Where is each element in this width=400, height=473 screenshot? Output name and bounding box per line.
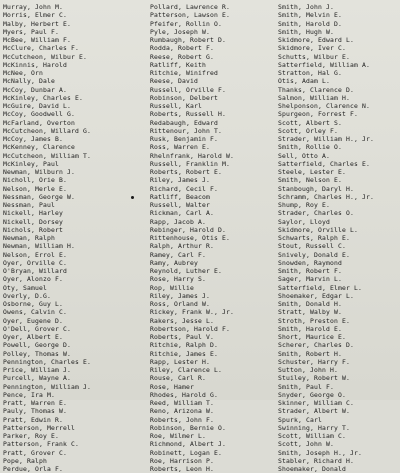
- roster-name-entry: Stuiley, Robert W.: [278, 374, 350, 383]
- roster-name-entry: McBee, William F.: [3, 36, 71, 44]
- roster-name-entry: Scott, John W.: [278, 440, 334, 449]
- roster-name-entry: Short, Maurice E.: [278, 333, 346, 341]
- roster-name-entry: Nessman, Paul: [3, 201, 55, 209]
- roster-name-entry: Roberts, Leon H.: [150, 465, 214, 473]
- roster-name-entry: Snowden, Raymond: [278, 258, 342, 267]
- roster-name-entry: McNee, Orn: [3, 69, 43, 77]
- roster-name-entry: Robinson, Delbert: [150, 93, 218, 102]
- roster-name-entry: Patterson, Lawson E.: [150, 11, 230, 20]
- roster-name-entry: Salmon, William H.: [278, 93, 350, 102]
- roster-name-entry: Stroth, Preston E.: [278, 316, 350, 325]
- roster-name-entry: McCoy, Goodwell G.: [3, 110, 75, 119]
- roster-name-entry: Strader, Albert W.: [278, 407, 350, 416]
- roster-name-entry: Oyer, Eugene D.: [3, 316, 63, 325]
- roster-name-entry: Smith, Joseph H., Jr.: [278, 448, 362, 457]
- roster-name-entry: Myers, Paul F.: [3, 27, 59, 36]
- roster-name-entry: Nickell, Harley: [3, 209, 63, 218]
- roster-name-entry: Smith, John J.: [278, 3, 334, 11]
- roster-name-entry: Ross, Orland W.: [150, 300, 210, 308]
- roster-name-entry: Smith, Paul F.: [278, 382, 334, 391]
- roster-name-entry: Smith, Rollie O.: [278, 143, 342, 152]
- roster-name-entry: Pratt, Edwin R.: [3, 415, 63, 424]
- roster-name-entry: Perdue, Orla F.: [3, 465, 63, 473]
- roster-name-entry: Russell, Walter: [150, 201, 210, 209]
- roster-name-entry: Robertson, Harold F.: [150, 324, 230, 333]
- roster-name-entry: Skidmore, Edward L.: [278, 36, 354, 44]
- roster-name-entry: Oyer, Alonzo F.: [3, 275, 63, 284]
- roster-name-entry: Parker, Roy E.: [3, 432, 59, 440]
- name-column-1: [3, 3, 128, 473]
- roster-name-entry: Newman, Ralph: [3, 234, 55, 242]
- roster-name-entry: Morris, Elmer C.: [3, 11, 67, 20]
- roster-name-entry: Nessman, George W.: [3, 192, 75, 201]
- roster-name-entry: Steele, Lester E.: [278, 168, 346, 176]
- roster-name-entry: Ritchie, James E.: [150, 349, 218, 358]
- roster-name-entry: Overly, D.G.: [3, 291, 51, 300]
- roster-name-entry: Nelson, Merle E.: [3, 184, 67, 193]
- roster-name-entry: Rhodes, Harold G.: [150, 390, 218, 399]
- roster-name-entry: Patterson, Frank C.: [3, 440, 79, 449]
- roster-name-entry: Ratliff, Keith: [150, 60, 206, 69]
- roster-name-entry: Osborne, Guy L.: [3, 300, 63, 308]
- roster-name-entry: McCutcheon, Wilbur E.: [3, 52, 87, 61]
- roster-name-entry: Russell, Karl: [150, 102, 202, 110]
- roster-name-entry: Pennington, Charles E.: [3, 357, 91, 366]
- roster-name-entry: Spurk, Carl: [278, 415, 322, 424]
- roster-name-entry: Strader, William H., Jr.: [278, 135, 374, 143]
- roster-name-entry: Pfeifer, Rollin O.: [150, 19, 222, 28]
- roster-name-entry: Ratliff, Beacom: [150, 192, 210, 201]
- roster-name-entry: Robinett, Logan E.: [150, 448, 222, 457]
- roster-name-entry: Snively, Donald E.: [278, 250, 350, 259]
- roster-name-entry: Polley, Thomas W.: [3, 349, 71, 358]
- roster-name-entry: Roberts, Russell H.: [150, 110, 226, 119]
- roster-name-entry: Rickman, Carl A.: [150, 209, 214, 218]
- roster-name-entry: Rhelnfrank, Harold W.: [150, 151, 234, 160]
- roster-name-entry: Schutts, Wilbur E.: [278, 52, 350, 61]
- roster-name-entry: Skidmore, Orville L.: [278, 225, 358, 234]
- roster-name-entry: McKinley, Paul: [3, 159, 59, 168]
- roster-name-entry: Powell, George D.: [3, 341, 71, 350]
- roster-name-entry: Schuster, Harry F.: [278, 357, 350, 366]
- roster-name-entry: Rusk, Benjamin F.: [150, 135, 218, 143]
- roster-name-entry: Stratt, Walby W.: [278, 308, 342, 317]
- roster-name-entry: Shump, Roy E.: [278, 201, 330, 209]
- roster-name-entry: Stout, Russell C.: [278, 242, 346, 251]
- roster-name-entry: Patterson, Merrell: [3, 423, 75, 432]
- roster-name-entry: Smith, Harold E.: [278, 324, 342, 333]
- roster-name-entry: Murray, John M.: [3, 3, 63, 11]
- roster-name-entry: Riley, James J.: [150, 176, 210, 185]
- roster-name-entry: Sutton, John H.: [278, 366, 338, 374]
- roster-name-entry: Reese, Robert G.: [150, 52, 214, 61]
- roster-name-entry: Pennington, William J.: [3, 382, 91, 391]
- roster-name-entry: Shoemaker, Edgar L.: [278, 291, 354, 300]
- name-column-2: [150, 3, 275, 473]
- roster-name-entry: Purcell, Wayne A.: [3, 374, 71, 383]
- roster-name-entry: Richmond, Albert J.: [150, 440, 226, 449]
- roster-name-entry: McCoy, Dunbar A.: [3, 85, 67, 94]
- roster-name-entry: Nichols, Robert: [3, 225, 63, 234]
- roster-name-entry: Rebinger, Harold D.: [150, 225, 226, 234]
- roster-name-entry: McKinnis, Harold: [3, 60, 67, 69]
- roster-name-entry: Nelson, Errol E.: [3, 250, 67, 259]
- roster-name-entry: Spurgeon, Forrest F.: [278, 110, 358, 119]
- roster-name-entry: McNally, Dale: [3, 77, 55, 86]
- roster-name-entry: Oty, Samuel: [3, 283, 47, 292]
- roster-name-entry: McKenney, Clarence: [3, 143, 75, 152]
- roster-name-entry: Russell, Orville F.: [150, 85, 226, 94]
- roster-name-entry: O'Bryan, Willard: [3, 267, 67, 275]
- roster-name-entry: Shoemaker, Donald: [278, 465, 346, 473]
- roster-name-entry: Otis, Adam L.: [278, 77, 330, 86]
- roster-name-entry: Stratton, Hal G.: [278, 69, 342, 77]
- roster-name-entry: Swinning, Harry T.: [278, 423, 350, 432]
- roster-name-entry: McFarland, Overton: [3, 118, 75, 127]
- roster-name-entry: Scott, Orley F.: [278, 126, 338, 135]
- roster-name-entry: Rapp, Jacob A.: [150, 217, 206, 226]
- roster-name-entry: Schwarts, Ralph E.: [278, 234, 350, 242]
- roster-name-entry: Smith, Nelson E.: [278, 176, 342, 185]
- roster-name-entry: Skidmore, Iver C.: [278, 44, 346, 53]
- roster-name-entry: Pauly, Thomas W.: [3, 407, 67, 416]
- roster-name-entry: Riley, Clarence L.: [150, 366, 222, 374]
- roster-name-entry: Rakers, Jesse L.: [150, 316, 214, 325]
- roster-name-entry: Smith, Robert F.: [278, 267, 342, 275]
- roster-name-entry: Ritchie, Winifred: [150, 69, 218, 77]
- roster-name-entry: Thanks, Clarence D.: [278, 85, 354, 94]
- roster-name-entry: Scott, William C.: [278, 432, 346, 440]
- roster-name-entry: Stabler, Richard H.: [278, 456, 354, 465]
- roster-name-entry: Ramy, Aubrey: [150, 258, 198, 267]
- roster-name-entry: Saylor, Lloyd: [278, 217, 330, 226]
- roster-name-entry: McCutcheon, Willard G.: [3, 126, 91, 135]
- roster-name-entry: Rose, Harry S.: [150, 275, 206, 284]
- roster-name-entry: Pyle, Joseph W.: [150, 27, 210, 36]
- roster-name-entry: Ritchie, Ralph D.: [150, 341, 218, 350]
- roster-name-entry: Rodda, Robert F.: [150, 44, 214, 53]
- roster-name-entry: O'Dell, Grover C.: [3, 324, 71, 333]
- roster-name-entry: Robinson, Bernie O.: [150, 423, 226, 432]
- roster-name-entry: McCutcheon, William T.: [3, 151, 91, 160]
- roster-name-entry: Sell, Otto A.: [278, 151, 330, 160]
- roster-name-entry: Rop, Willie: [150, 283, 194, 292]
- roster-name-entry: McKinley, Charles E.: [3, 93, 83, 102]
- roster-name-entry: Satterfield, Charles E.: [278, 159, 370, 168]
- roster-name-entry: Scherer, Charles D.: [278, 341, 354, 350]
- roster-name-entry: Riley, James J.: [150, 291, 210, 300]
- roster-name-entry: Schramm, Charles H., Jr.: [278, 192, 374, 201]
- roster-name-entry: Reed, William T.: [150, 399, 214, 407]
- roster-name-entry: Smith, Donald H.: [278, 300, 342, 308]
- roster-name-entry: McGuire, David L.: [3, 102, 71, 110]
- roster-name-entry: Rittenour, John T.: [150, 126, 222, 135]
- roster-name-entry: Scott, Albert S.: [278, 118, 342, 127]
- roster-name-entry: Snyder, George O.: [278, 390, 346, 399]
- roster-name-entry: Price, William J.: [3, 366, 71, 374]
- roster-name-entry: Pope, Ralph: [3, 456, 47, 465]
- roster-name-entry: Ralph, Arthur R.: [150, 242, 214, 251]
- roster-name-entry: McCoy, James B.: [3, 135, 63, 143]
- roster-name-entry: Rickey, Frank W., Jr.: [150, 308, 234, 317]
- roster-name-entry: Russell, Franklin M.: [150, 159, 230, 168]
- roster-name-entry: Richard, Cecil F.: [150, 184, 218, 193]
- roster-name-entry: Roberts, John F.: [150, 415, 214, 424]
- roster-name-entry: Nicholl, Orie B.: [3, 176, 67, 185]
- roster-name-entry: Strader, Charles O.: [278, 209, 354, 218]
- roster-name-entry: Pence, Ira M.: [3, 390, 55, 399]
- roster-name-entry: Ross, Warren E.: [150, 143, 210, 152]
- roster-name-entry: Oyer, Orville C.: [3, 258, 67, 267]
- roster-name-entry: Reese, David: [150, 77, 198, 86]
- roster-name-entry: Reno, Arizona W.: [150, 407, 214, 416]
- punch-hole-mark: [131, 196, 134, 199]
- roster-name-entry: Redabaugh, Edward: [150, 118, 218, 127]
- roster-name-entry: Rumbaugh, Robert D.: [150, 36, 226, 44]
- roster-name-entry: Nickell, Dorsey: [3, 217, 63, 226]
- roster-name-entry: Rouse, Carl R.: [150, 374, 206, 383]
- roster-name-entry: Newman, Wilburn J.: [3, 168, 75, 176]
- roster-name-entry: Reynold, Luther E.: [150, 267, 222, 275]
- roster-name-entry: Smith, Melvin E.: [278, 11, 342, 20]
- roster-name-entry: Skinner, William C.: [278, 399, 354, 407]
- roster-name-entry: Pollard, Lawrence R.: [150, 3, 230, 11]
- roster-name-entry: Ramey, Carl F.: [150, 250, 206, 259]
- roster-name-entry: Roe, Harrison P.: [150, 456, 214, 465]
- roster-name-entry: Oyer, Albert E.: [3, 333, 63, 341]
- roster-name-entry: McClure, Charles F.: [3, 44, 79, 53]
- roster-name-entry: Malby, Herbert E.: [3, 19, 71, 28]
- roster-name-entry: Smith, Robert H.: [278, 349, 342, 358]
- roster-name-entry: Rose, Hamer: [150, 382, 194, 391]
- roster-name-entry: Satterfield, William A.: [278, 60, 370, 69]
- roster-name-entry: Shelponson, Clarence N.: [278, 102, 370, 110]
- roster-name-entry: Sager, Marvin L.: [278, 275, 342, 284]
- roster-name-entry: Pratt, Warren E.: [3, 399, 67, 407]
- roster-name-entry: Roberts, Robert E.: [150, 168, 222, 176]
- roster-name-entry: Rittenhouse, Otis E.: [150, 234, 230, 242]
- roster-name-entry: Roe, Wilmer L.: [150, 432, 206, 440]
- roster-name-entry: Stanbough, Daryl H.: [278, 184, 354, 193]
- roster-name-entry: Rapp, Lester H.: [150, 357, 210, 366]
- roster-name-entry: Newman, William H.: [3, 242, 75, 251]
- name-column-3: [278, 3, 398, 473]
- roster-name-entry: Owens, Calvin C.: [3, 308, 67, 317]
- roster-name-entry: Pratt, Grover C.: [3, 448, 67, 457]
- roster-name-entry: Smith, Hugh W.: [278, 27, 334, 36]
- roster-name-entry: Satterfield, Elmer L.: [278, 283, 362, 292]
- roster-name-entry: Roberts, Paul V.: [150, 333, 214, 341]
- roster-name-entry: Smith, Harold D.: [278, 19, 342, 28]
